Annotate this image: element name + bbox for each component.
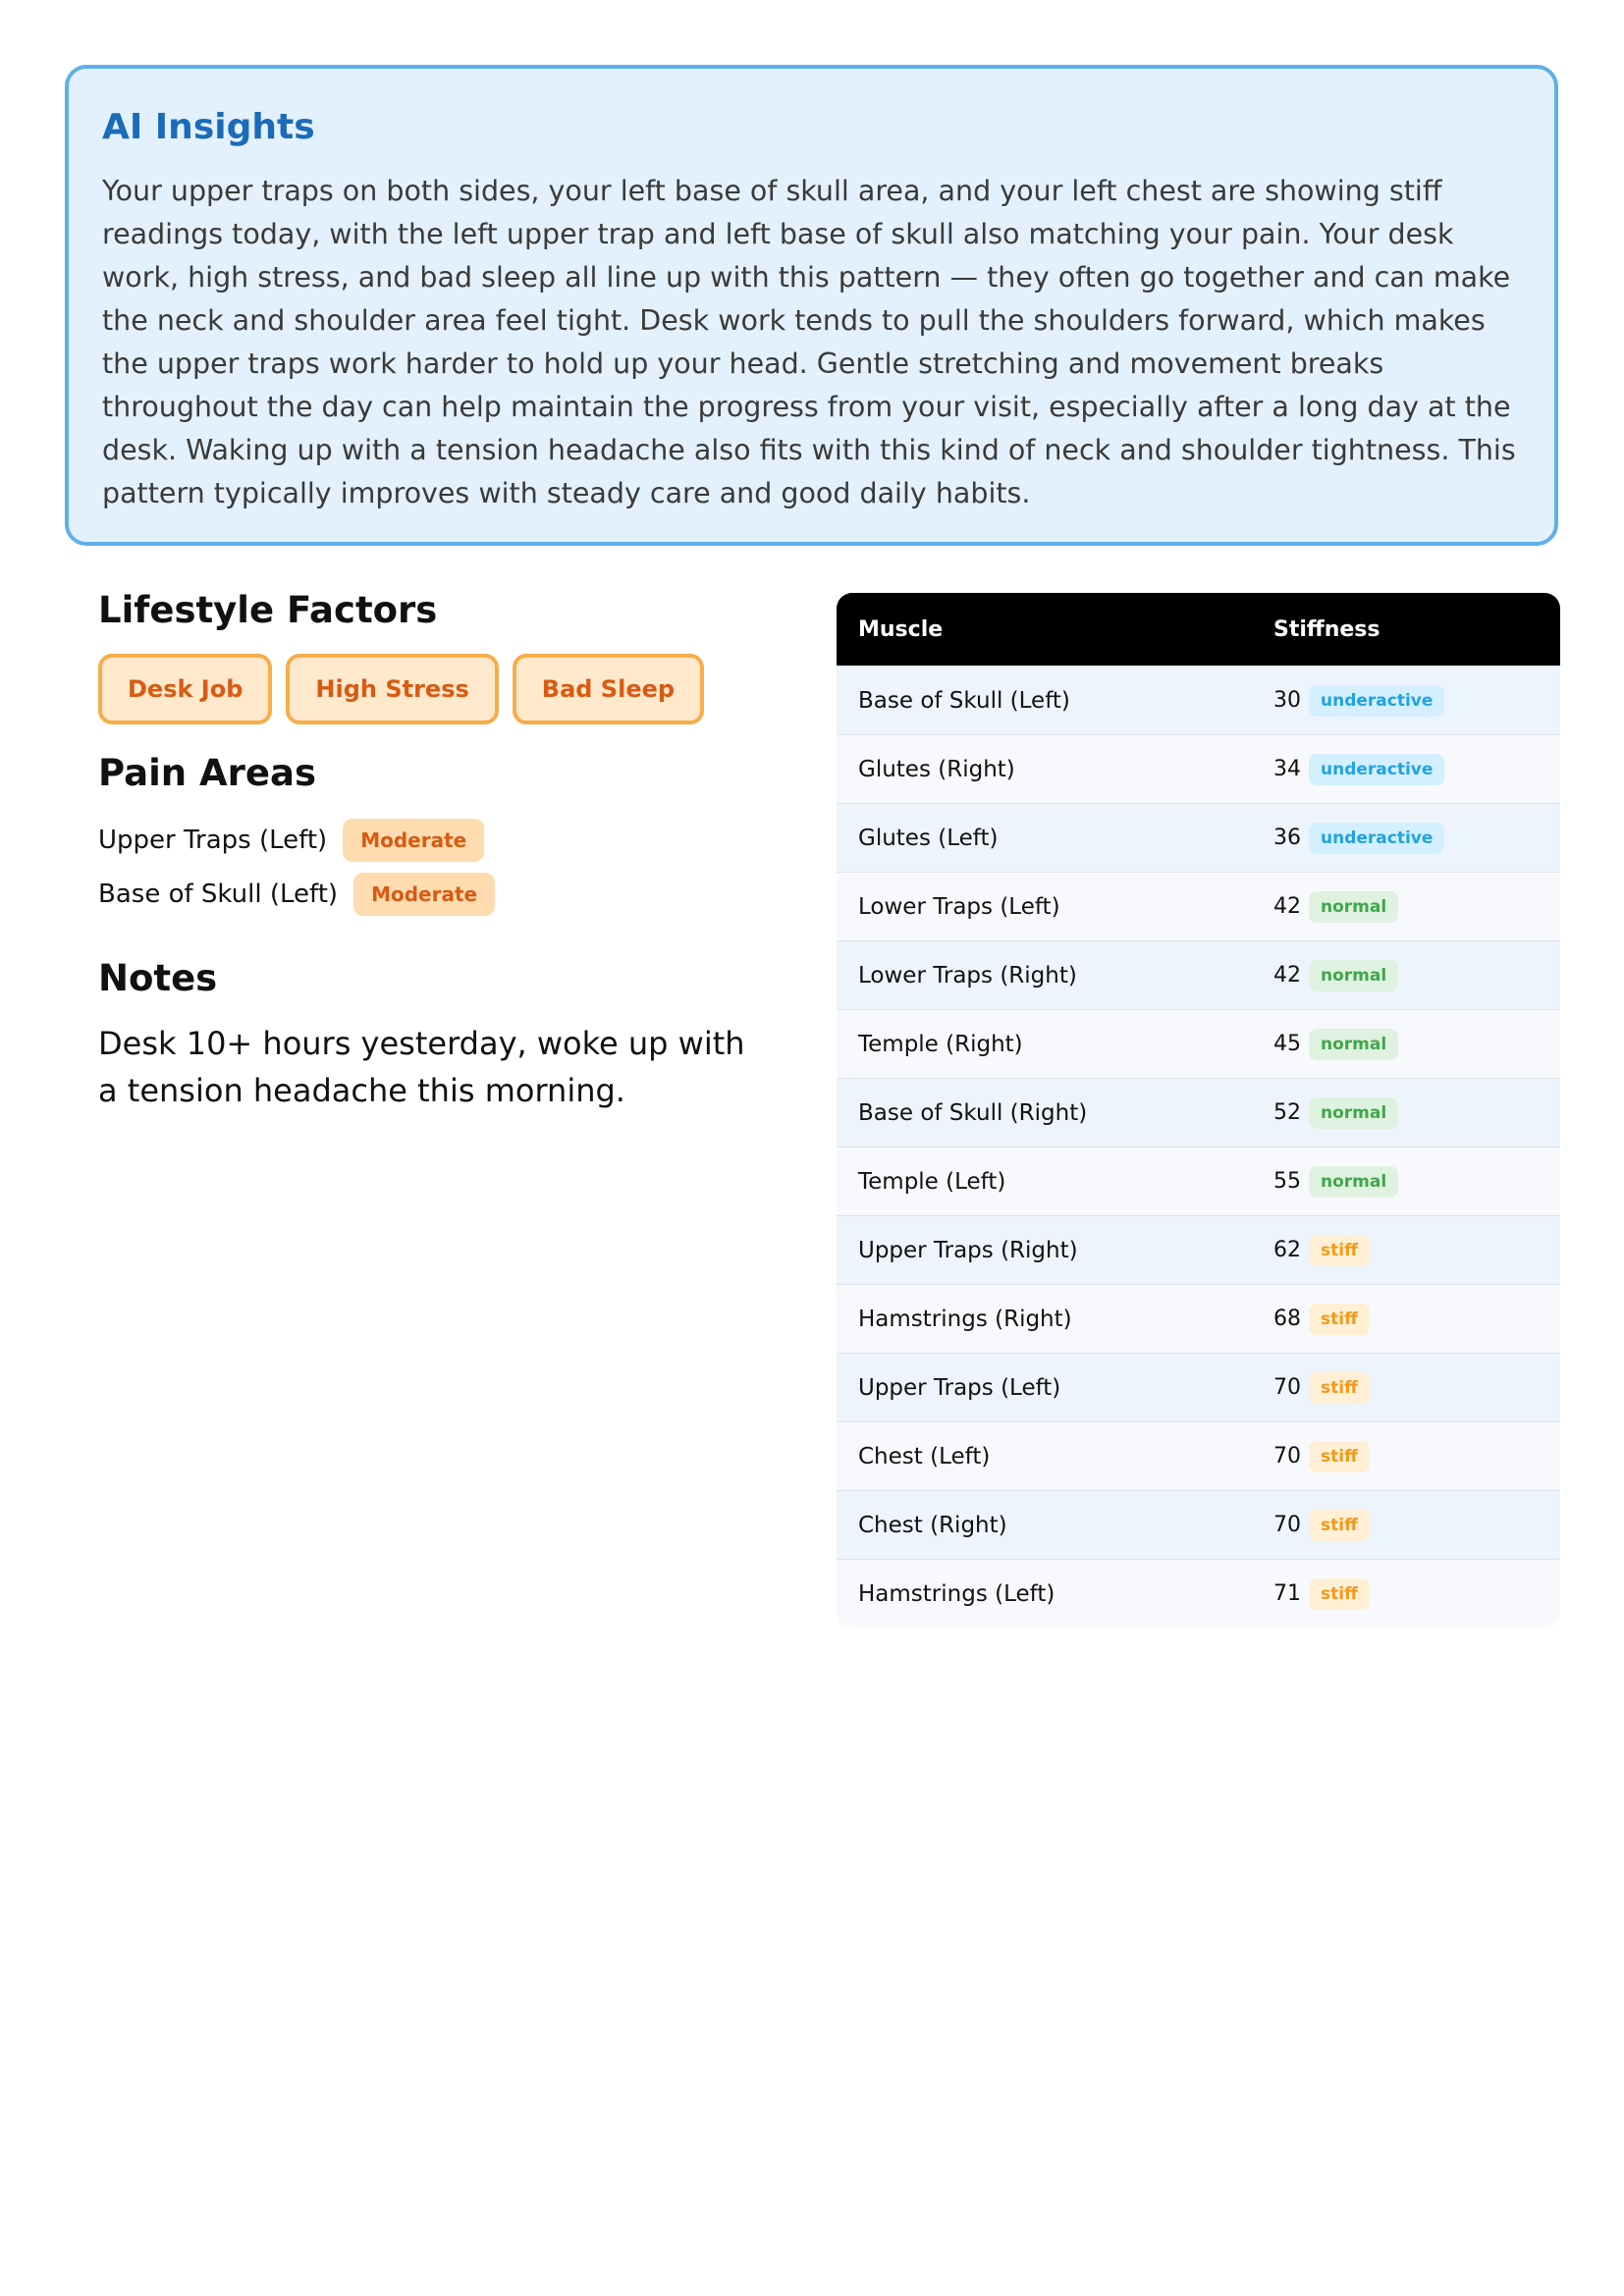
stiffness-value: 62 <box>1273 1238 1301 1262</box>
stiffness-cell <box>1273 1216 1560 1285</box>
table-row <box>837 1422 1560 1491</box>
muscle-name-cell: Base of Skull (Right) <box>837 1079 1273 1148</box>
stiffness-cell <box>1273 735 1560 804</box>
pain-areas-title: Pain Areas <box>98 752 316 795</box>
severity-badge: Moderate <box>353 873 495 916</box>
stiffness-cell <box>1273 804 1560 873</box>
column-header-stiffness[interactable]: Stiffness <box>1273 593 1560 667</box>
lifestyle-chip-bad-sleep[interactable]: Bad Sleep <box>513 654 704 724</box>
lifestyle-chips <box>98 654 766 724</box>
notes-text: Desk 10+ hours yesterday, woke up with a tension headache this morning. <box>98 1025 745 1110</box>
lifestyle-factors-title: Lifestyle Factors <box>98 589 438 631</box>
stiffness-cell <box>1273 873 1560 941</box>
stiffness-cell <box>1273 1560 1560 1629</box>
table-row <box>837 1560 1560 1629</box>
ai-insights-panel <box>65 65 1558 546</box>
table-row <box>837 873 1560 941</box>
lifestyle-chip-desk-job[interactable]: Desk Job <box>98 654 272 724</box>
stiffness-value: 70 <box>1273 1513 1301 1537</box>
table-row <box>837 1079 1560 1148</box>
pain-area-label: Upper Traps (Left) <box>98 826 328 856</box>
stiffness-cell <box>1273 1148 1560 1216</box>
table-row <box>837 1491 1560 1560</box>
stiffness-cell <box>1273 1422 1560 1491</box>
stiffness-value: 42 <box>1273 894 1301 919</box>
stiffness-value: 52 <box>1273 1100 1301 1125</box>
table-row <box>837 1010 1560 1079</box>
stiffness-status-badge: stiff <box>1309 1510 1370 1541</box>
muscle-name-cell: Hamstrings (Right) <box>837 1285 1273 1354</box>
lifestyle-chip-high-stress[interactable]: High Stress <box>286 654 498 724</box>
table-row <box>837 1354 1560 1422</box>
pain-area-item <box>98 814 766 868</box>
muscle-name-cell: Chest (Right) <box>837 1491 1273 1560</box>
table-row <box>837 1216 1560 1285</box>
table-header-row <box>837 593 1560 667</box>
table-row <box>837 1148 1560 1216</box>
table-row <box>837 804 1560 873</box>
stiffness-status-badge: stiff <box>1309 1304 1370 1335</box>
muscle-name-cell: Glutes (Left) <box>837 804 1273 873</box>
muscle-name-cell: Lower Traps (Left) <box>837 873 1273 941</box>
left-column <box>98 589 766 1114</box>
stiffness-status-badge: normal <box>1309 1097 1398 1129</box>
pain-area-item <box>98 868 766 922</box>
table-row <box>837 941 1560 1010</box>
stiffness-value: 68 <box>1273 1307 1301 1331</box>
table-row <box>837 667 1560 735</box>
stiffness-cell <box>1273 1010 1560 1079</box>
stiffness-cell <box>1273 1079 1560 1148</box>
stiffness-status-badge: stiff <box>1309 1372 1370 1404</box>
muscle-name-cell: Lower Traps (Right) <box>837 941 1273 1010</box>
stiffness-status-badge: stiff <box>1309 1235 1370 1266</box>
stiffness-status-badge: normal <box>1309 891 1398 923</box>
table-row <box>837 735 1560 804</box>
stiffness-status-badge: normal <box>1309 1029 1398 1060</box>
table-row <box>837 1285 1560 1354</box>
severity-badge: Moderate <box>343 819 484 862</box>
stiffness-value: 70 <box>1273 1444 1301 1468</box>
muscle-name-cell: Upper Traps (Right) <box>837 1216 1273 1285</box>
stiffness-status-badge: normal <box>1309 1166 1398 1198</box>
muscle-name-cell: Temple (Right) <box>837 1010 1273 1079</box>
stiffness-cell <box>1273 1354 1560 1422</box>
stiffness-cell <box>1273 667 1560 735</box>
notes-title: Notes <box>98 956 218 999</box>
stiffness-status-badge: stiff <box>1309 1578 1370 1610</box>
stiffness-value: 34 <box>1273 757 1301 781</box>
stiffness-status-badge: stiff <box>1309 1441 1370 1472</box>
stiffness-value: 70 <box>1273 1375 1301 1400</box>
stiffness-value: 42 <box>1273 963 1301 988</box>
muscle-name-cell: Base of Skull (Left) <box>837 667 1273 735</box>
muscle-name-cell: Glutes (Right) <box>837 735 1273 804</box>
muscle-name-cell: Hamstrings (Left) <box>837 1560 1273 1629</box>
muscle-name-cell: Temple (Left) <box>837 1148 1273 1216</box>
column-header-muscle[interactable]: Muscle <box>837 593 1273 667</box>
muscle-name-cell: Chest (Left) <box>837 1422 1273 1491</box>
muscle-stiffness-table <box>837 593 1560 1628</box>
stiffness-value: 45 <box>1273 1032 1301 1056</box>
ai-insights-text: Your upper traps on both sides, your left base of skull area, and your left chest are showing stiff readings today, with the left upper trap and left base of skull also matching your pain. Your desk work, high stress, and bad sleep all line up with this pattern — they often go together and can make the neck and shoulder area feel tight. Desk work tends to pull the shoulders forward, which makes the upper traps work harder to hold up your head. Gentle stretching and movement breaks throughout the day can help maintain the progress from your visit, especially after a long day at the desk. Waking up with a tension headache also fits with this kind of neck and shoulder tightness. This pattern typically improves with steady care and good daily habits. <box>102 175 1516 510</box>
stiffness-value: 55 <box>1273 1169 1301 1194</box>
stiffness-cell <box>1273 941 1560 1010</box>
stiffness-cell <box>1273 1285 1560 1354</box>
stiffness-status-badge: underactive <box>1309 823 1444 854</box>
stiffness-value: 71 <box>1273 1581 1301 1606</box>
pain-areas-list <box>98 814 766 922</box>
stiffness-value: 30 <box>1273 688 1301 713</box>
table-body <box>837 667 1560 1629</box>
muscle-name-cell: Upper Traps (Left) <box>837 1354 1273 1422</box>
stiffness-cell <box>1273 1491 1560 1560</box>
stiffness-status-badge: underactive <box>1309 685 1444 717</box>
ai-insights-title: AI Insights <box>102 107 315 147</box>
pain-area-label: Base of Skull (Left) <box>98 880 339 910</box>
stiffness-status-badge: normal <box>1309 960 1398 991</box>
stiffness-status-badge: underactive <box>1309 754 1444 785</box>
stiffness-value: 36 <box>1273 826 1301 850</box>
